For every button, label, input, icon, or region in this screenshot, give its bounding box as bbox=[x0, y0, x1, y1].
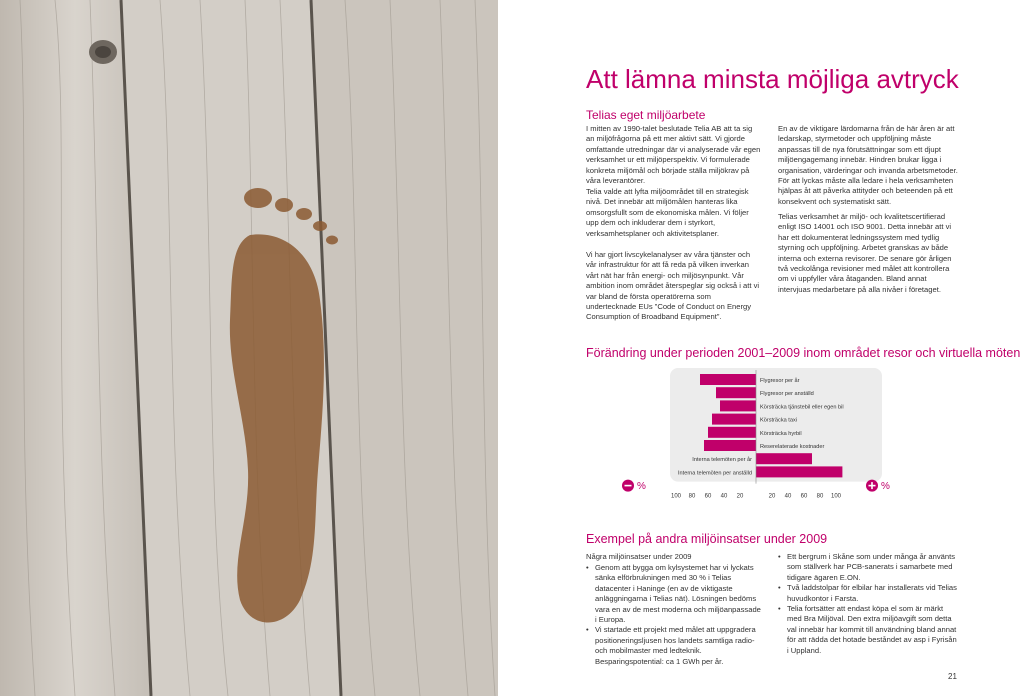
chart-category-label: Körsträcka tjänstebil eller egen bil bbox=[760, 404, 844, 411]
chart-category-label: Reserelaterade kostnader bbox=[760, 444, 825, 450]
initiatives-list-right bbox=[778, 552, 958, 656]
paragraph-4: En av de viktigare lärdomarna från de här åren är att ledarskap, styrmetoder och uppföljning måste anpassas till de nya förutsättningar som ett djupt miljöengagemang innebär. Hindren brukar ligga i organisation, värderingar och invanda arbetsmetoder. För att lyckas måste alla ledare i hela verksamheten hjälpas åt att påverka attityder och beteenden på ett konsekvent och systematiskt sätt. bbox=[778, 124, 958, 206]
initiatives-intro: Några miljöinsatser under 2009 bbox=[586, 552, 692, 561]
chart-bar bbox=[756, 466, 842, 477]
initiative-item: • Telia fortsätter att endast köpa el som är märkt med Bra Miljöval. Den extra miljöavgift som detta val innebär har kommit till användning bland annat för att rädda det hotade beståndet av asp i Fyrisån i Uppland. bbox=[778, 604, 958, 656]
chart-category-label: Interna telemöten per anställd bbox=[677, 470, 752, 477]
chart-category-label: Flygresor per år bbox=[760, 378, 800, 384]
chart-category-label: Körsträcka hyrbil bbox=[760, 430, 802, 437]
chart-bar bbox=[700, 374, 756, 385]
chart-category-label: Körsträcka taxi bbox=[760, 417, 797, 424]
plus-sign-v-icon bbox=[871, 482, 873, 489]
chart-bar bbox=[708, 427, 756, 438]
plus-percent-label: % bbox=[881, 481, 890, 493]
chart-tick-label: 80 bbox=[688, 493, 696, 500]
minus-percent-label: % bbox=[637, 481, 646, 493]
travel-change-chart bbox=[586, 360, 946, 520]
chart-heading: Förändring under perioden 2001–2009 inom området resor och virtuella möten bbox=[586, 346, 1020, 360]
chart-tick-label: 80 bbox=[816, 493, 824, 500]
page-title: Att lämna minsta möjliga avtryck bbox=[586, 64, 959, 94]
minus-sign-icon bbox=[625, 485, 632, 487]
chart-category-label: Flygresor per anställd bbox=[760, 391, 814, 398]
wooden-floor-footprint-photo bbox=[0, 0, 498, 696]
initiative-item: • Ett bergrum i Skåne som under många år använts som ställverk har PCB-sanerats i samarbete med tidigare ägaren E.ON. bbox=[778, 552, 958, 583]
chart-tick-label: 60 bbox=[800, 493, 808, 500]
chart-bar bbox=[716, 387, 756, 398]
chart-tick-label: 60 bbox=[704, 493, 712, 500]
paragraph-1: I mitten av 1990-talet beslutade Telia AB att ta sig an miljöfrågorna på ett mer aktivt sätt. Vi gjorde omfattande utredningar där vi analyserade vår egen verksamhet ur ett miljöperspektiv. Vi formulerade konkreta miljömål och började ställa miljökrav på våra leverantörer. bbox=[586, 124, 761, 186]
photo-drawing bbox=[0, 0, 498, 696]
paragraph-5: Telias verksamhet är miljö- och kvalitetscertifierad enligt ISO 14001 och ISO 9001. Detta innebär att vi har ett dokumenterat ledningssystem med tydlig styrning och uppföljning. Arbetet granskas av både interna och externa revisorer. De senare gör årligen två veckolånga revisioner med målet att kontrollera om vi uppfyller våra åtaganden. Bland annat intervjuas medarbetare på alla nivåer i företaget. bbox=[778, 212, 952, 294]
chart-bar bbox=[712, 414, 756, 425]
chart-svg bbox=[586, 360, 946, 520]
chart-tick-label: 100 bbox=[830, 493, 842, 500]
chart-tick-label: 20 bbox=[736, 493, 744, 500]
section-heading-other-initiatives: Exempel på andra miljöinsatser under 2009 bbox=[586, 532, 828, 546]
initiative-item: • Två laddstolpar för elbilar har installerats vid Telias huvudkontor i Farsta. bbox=[778, 583, 958, 604]
chart-category-label: Internа telemöten per år bbox=[692, 457, 752, 464]
initiatives-list-left bbox=[586, 563, 764, 667]
wood-knot bbox=[89, 40, 117, 64]
chart-tick-label: 20 bbox=[768, 493, 776, 500]
paragraph-3: Vi har gjort livscykelanalyser av våra tjänster och vår infrastruktur för att få reda på vilken inverkan vårt nät har från energi- och miljösynpunkt. Vår ambition inom området återspeglar sig också i att vi var bland de första operatörerna som undertecknade EUs ”Code of Conduct on Energy Consumption of Broadband Equipment”. bbox=[586, 250, 760, 322]
paragraph-2: Telia valde att lyfta miljöområdet till en strategisk nivå. Det innebär att miljömålen hanteras lika omsorgsfullt som de ekonomiska målen. Vi följer upp dem och inkluderar dem i styrkort, verksamhetsplaner och aktivitetsplaner. bbox=[586, 187, 749, 238]
chart-bar bbox=[720, 400, 756, 411]
chart-bar bbox=[704, 440, 756, 451]
section-heading-own-environmental-work: Telias eget miljöarbete bbox=[586, 108, 706, 122]
chart-bar bbox=[756, 453, 812, 464]
chart-tick-label: 40 bbox=[784, 493, 792, 500]
initiative-item: • Genom att bygga om kylsystemet har vi lyckats sänka elförbrukningen med 30 % i Telias datacenter i Haninge (en av de viktigaste anläggningarna i Telias nät). Lösningen bedöms vara en av de mest moderna och miljöanpassade i Europa. bbox=[586, 563, 764, 625]
chart-tick-label: 100 bbox=[670, 493, 682, 500]
chart-tick-label: 40 bbox=[720, 493, 728, 500]
chart-background bbox=[670, 368, 882, 482]
page-number: 21 bbox=[948, 672, 957, 681]
initiative-item: • Vi startade ett projekt med målet att uppgradera positioneringsljusen hos landets samtliga radio- och mobilmaster med ledteknik. Besparingspotential: ca 1 GWh per år. bbox=[586, 625, 764, 667]
